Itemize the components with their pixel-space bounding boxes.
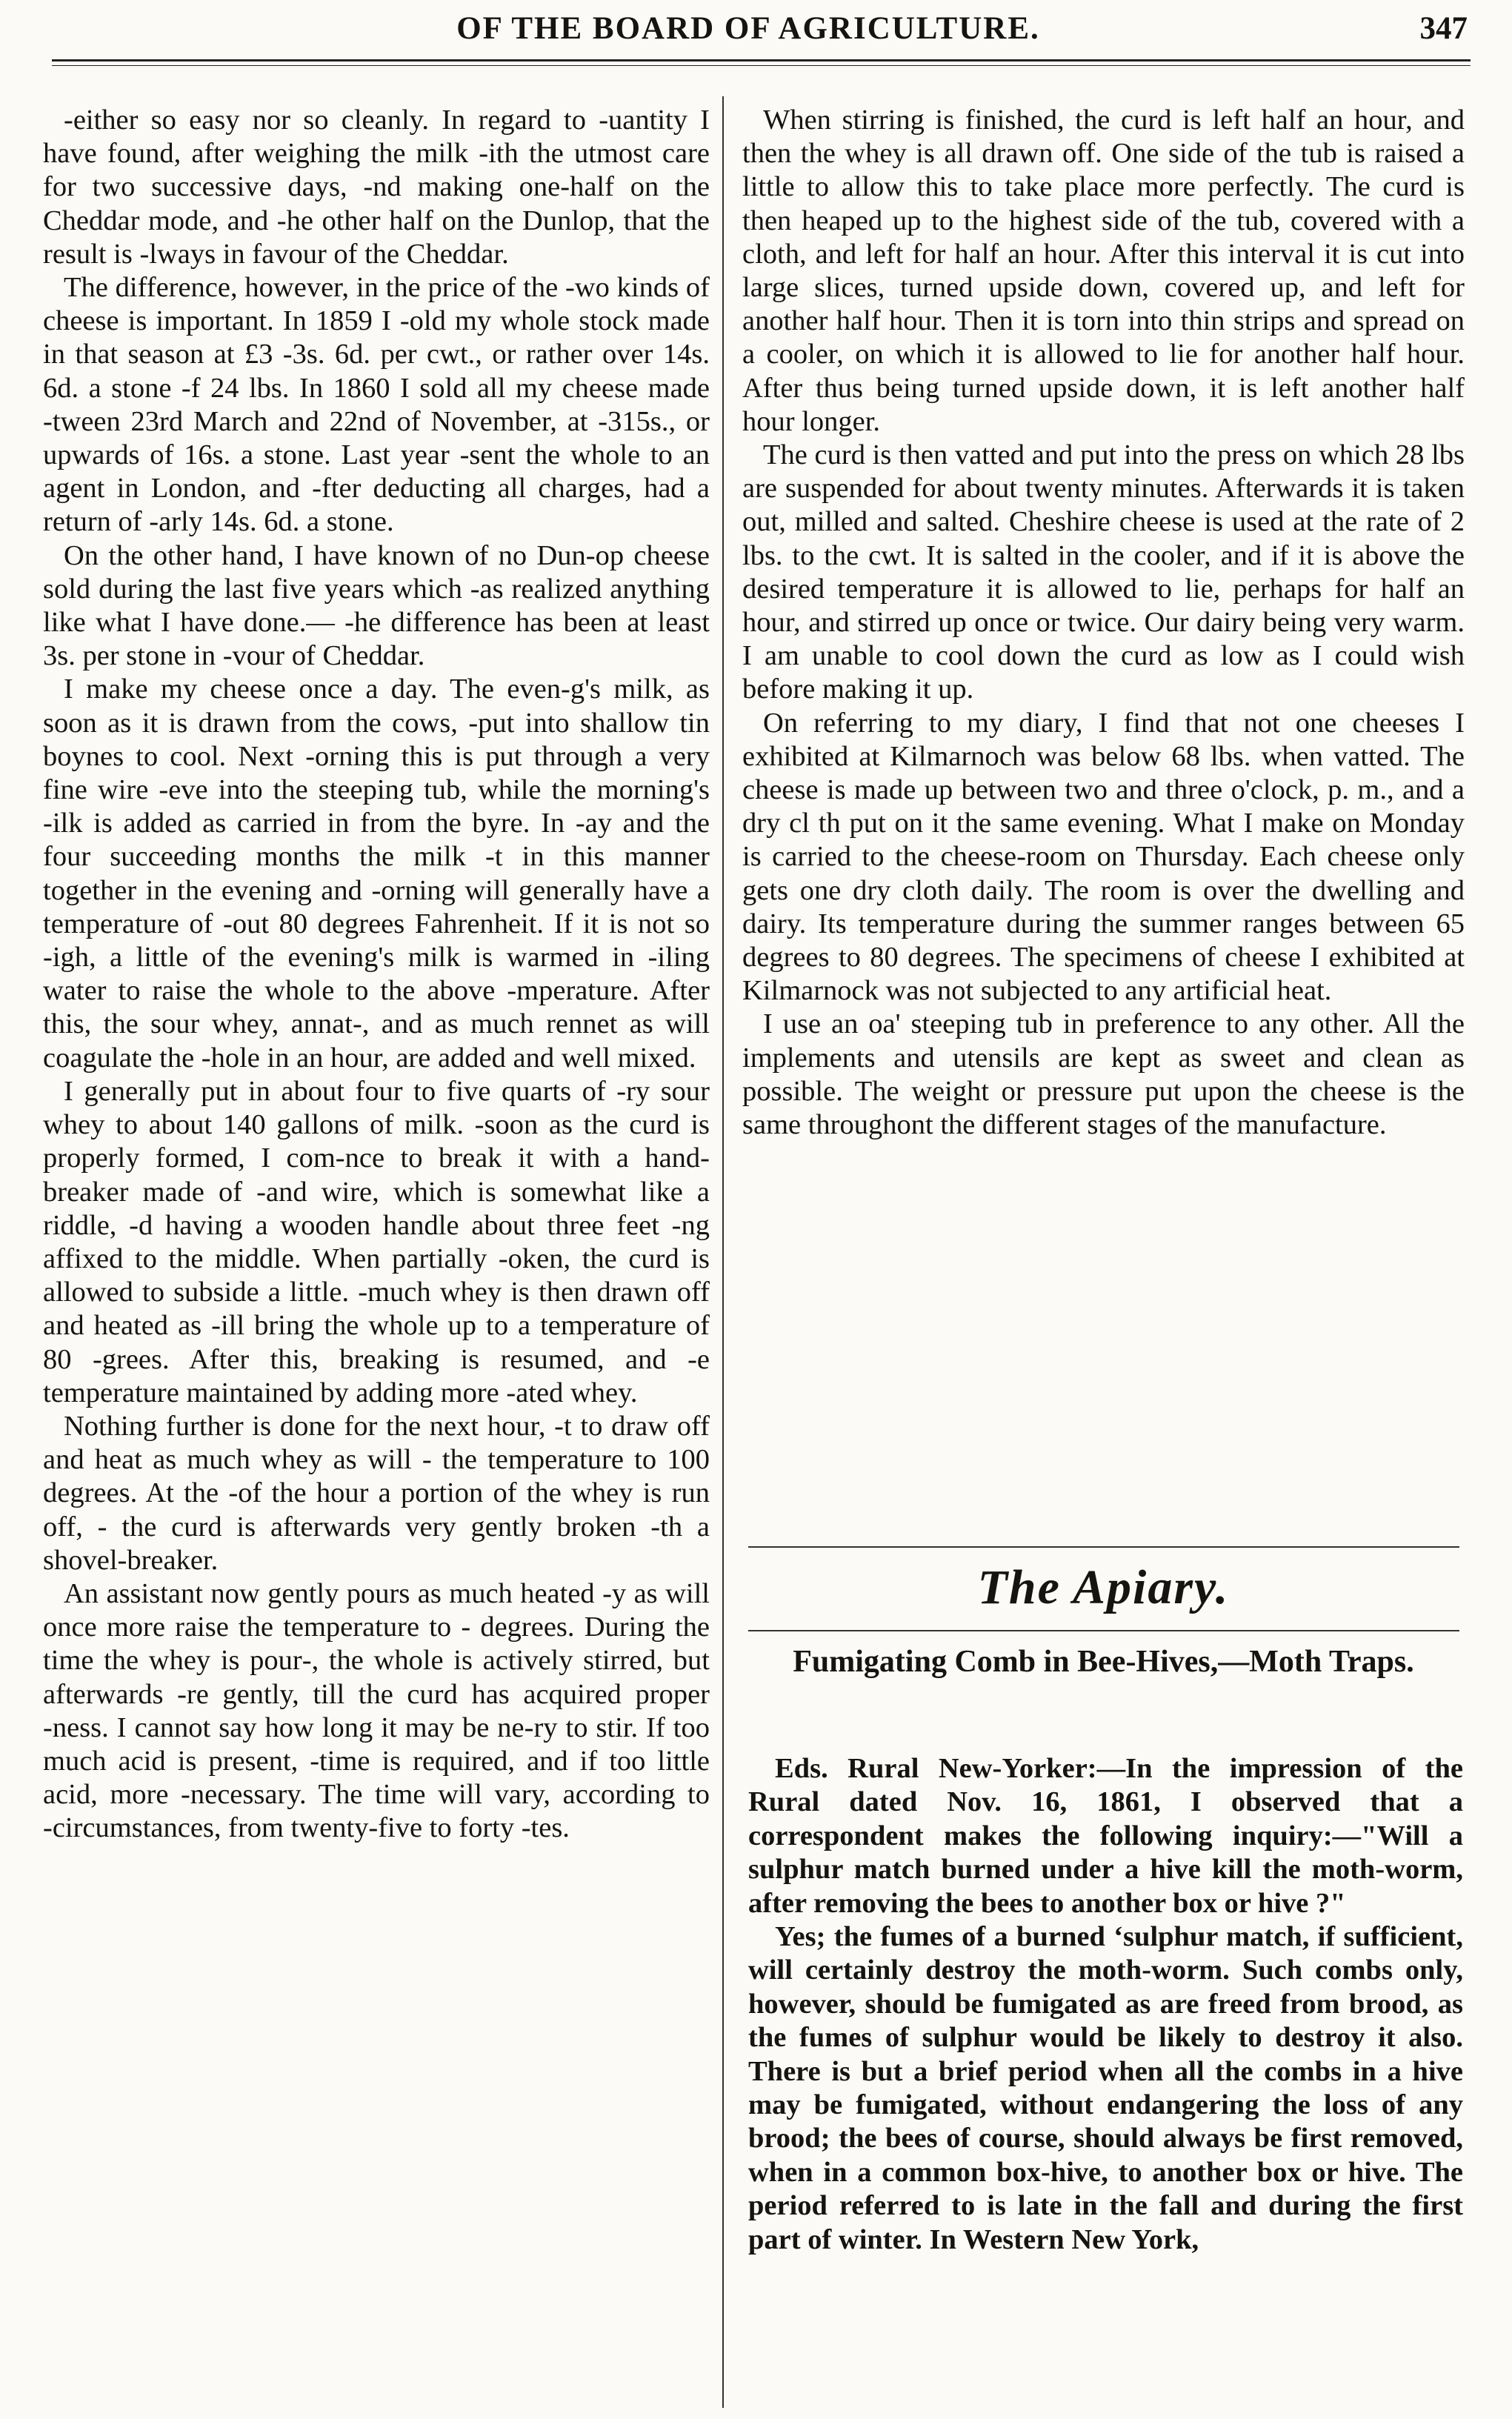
paragraph: I generally put in about four to five quarts of ‑ry sour whey to about 140 gallons of milk. ‑soon as the curd is properly formed, I com‑nce to break it with a hand-breaker made of ‑and wire, which is somewhat like a riddle, ‑d having a wooden handle about three feet ‑ng affixed to the middle. When partially ‑oken, the curd is allowed to subside a little. ‑much whey is then drawn off and heated as ‑ill bring the whole up to a temperature of 80 ‑grees. After this, breaking is resumed, and ‑e temperature maintained by adding more ‑ated whey. [43, 1075, 710, 1408]
column-divider [722, 96, 724, 2408]
paragraph: On the other hand, I have known of no Dun‑op cheese sold during the last five years which ‑as realized anything like what I have done.— ‑he difference has been at least 3s. per stone in ‑vour of Cheddar. [43, 539, 710, 672]
paragraph: Yes; the fumes of a burned ‘sulphur match, if sufficient, will certainly destroy the moth-worm. Such combs only, however, should be fumigated as are freed from brood, as the fumes of sulphur would be likely to destroy it also. There is but a brief period when all the combs in a hive may be fumigated, without endangering the loss of any brood; the bees of course, should always be first removed, when in a common box-hive, to another box or hive. The period referred to is late in the fall and during the first part of winter. In Western New York, [748, 1921, 1463, 2255]
section-heading: The Apiary. [977, 1560, 1230, 1614]
paragraph: When stirring is finished, the curd is left half an hour, and then the whey is all drawn off. One side of the tub is raised a little to allow this to take place more perfectly. The curd is then heaped up to the highest side of the tub, covered with a cloth, and left for half an hour. After this interval it is cut into large slices, turned upside down, covered up, and left for another half hour. Then it is torn into thin strips and spread on a cooler, on which it is allowed to lie for another half hour. After thus being turned upside down, it is left another half hour longer. [742, 104, 1465, 437]
paragraph: An assistant now gently pours as much heated ‑y as will once more raise the temperature to ‑ degrees. During the time the whey is pour‑, the whole is actively stirred, but afterwards ‑re gently, till the curd has acquired proper ‑ness. I cannot say how long it may be ne‑ry to stir. If too much acid is present, ‑time is required, and if too little acid, more ‑necessary. The time will vary, according to ‑circumstances, from twenty-five to forty ‑tes. [43, 1577, 710, 1844]
header-rule-thin [52, 65, 1471, 66]
section-rule [748, 1546, 1459, 1548]
right-column [742, 104, 1465, 1515]
paragraph: I use an oa' steeping tub in preference to any other. All the implements and utensils are kept as sweet and clean as possible. The weight or pressure put upon the cheese is the same throughont the different stages of the manufacture. [742, 1008, 1465, 1141]
article-title: Fumigating Comb in Bee-Hives,—Moth Traps. [793, 1645, 1414, 1679]
paragraph: The difference, however, in the price of the ‑wo kinds of cheese is important. In 1859 I ‑old my whole stock made in that season at £3 ‑3s. 6d. per cwt., or rather over 14s. 6d. a stone ‑f 24 lbs. In 1860 I sold all my cheese made ‑tween 23rd March and 22nd of November, at ‑315s., or upwards of 16s. a stone. Last year ‑sent the whole to an agent in London, and ‑fter deducting all charges, had a return of ‑arly 14s. 6d. a stone. [43, 272, 710, 538]
article-body [748, 1752, 1463, 2404]
paragraph: I make my cheese once a day. The even‑g's milk, as soon as it is drawn from the cows, ‑put into shallow tin boynes to cool. Next ‑orning this is put through a very fine wire ‑eve into the steeping tub, while the morning's ‑ilk is added as carried in from the byre. In ‑ay and the four succeeding months the milk ‑t in this manner together in the evening and ‑orning will generally have a temperature of ‑out 80 degrees Fahrenheit. If it is not so ‑igh, a little of the evening's milk is warmed in ‑iling water to raise the whole to the above ‑mperature. After this, the sour whey, annat‑, and as much rennet as will coagulate the ‑hole in an hour, are added and well mixed. [43, 673, 710, 1074]
paragraph: Nothing further is done for the next hour, ‑t to draw off and heat as much whey as will ‑ the temperature to 100 degrees. At the ‑of the hour a portion of the whey is run off, ‑ the curd is afterwards very gently broken ‑th a shovel-breaker. [43, 1410, 710, 1576]
section-rule [748, 1630, 1459, 1631]
left-column [43, 104, 710, 2408]
paragraph: The curd is then vatted and put into the press on which 28 lbs are suspended for about twenty minutes. Afterwards it is taken out, milled and salted. Cheshire cheese is used at the rate of 2 lbs. to the cwt. It is salted in the cooler, and if it is above the desired temperature it is allowed to lie, perhaps for half an hour, and stirred up once or twice. Our dairy being very warm. I am unable to cool down the curd as low as I could wish before making it up. [742, 439, 1465, 705]
paragraph: ‑either so easy nor so cleanly. In regard to ‑uantity I have found, after weighing the milk ‑ith the utmost care for two successive days, ‑nd making one-half on the Cheddar mode, and ‑he other half on the Dunlop, that the result is ‑lways in favour of the Cheddar. [43, 104, 710, 270]
paragraph: On referring to my diary, I find that not one cheeses I exhibited at Kilmarnoch was below 68 lbs. when vatted. The cheese is made up between two and three o'clock, p. m., and a dry cl th put on it the same evening. What I make on Monday is carried to the cheese-room on Thursday. Each cheese only gets one dry cloth daily. The room is over the dwelling and dairy. Its temperature during the summer ranges between 65 degrees to 80 degrees. The specimens of cheese I exhibited at Kilmarnock was not subjected to any artificial heat. [742, 707, 1465, 1007]
paragraph: Eds. Rural New-Yorker:—In the impression of the Rural dated Nov. 16, 1861, I observed that a correspondent makes the following inquiry:—"Will a sulphur match burned under a hive kill the moth-worm, after removing the bees to another box or hive ?" [748, 1753, 1463, 1919]
page-number: 347 [1419, 11, 1468, 46]
running-head: OF THE BOARD OF AGRICULTURE. [456, 11, 1040, 46]
header-rule [52, 59, 1471, 61]
